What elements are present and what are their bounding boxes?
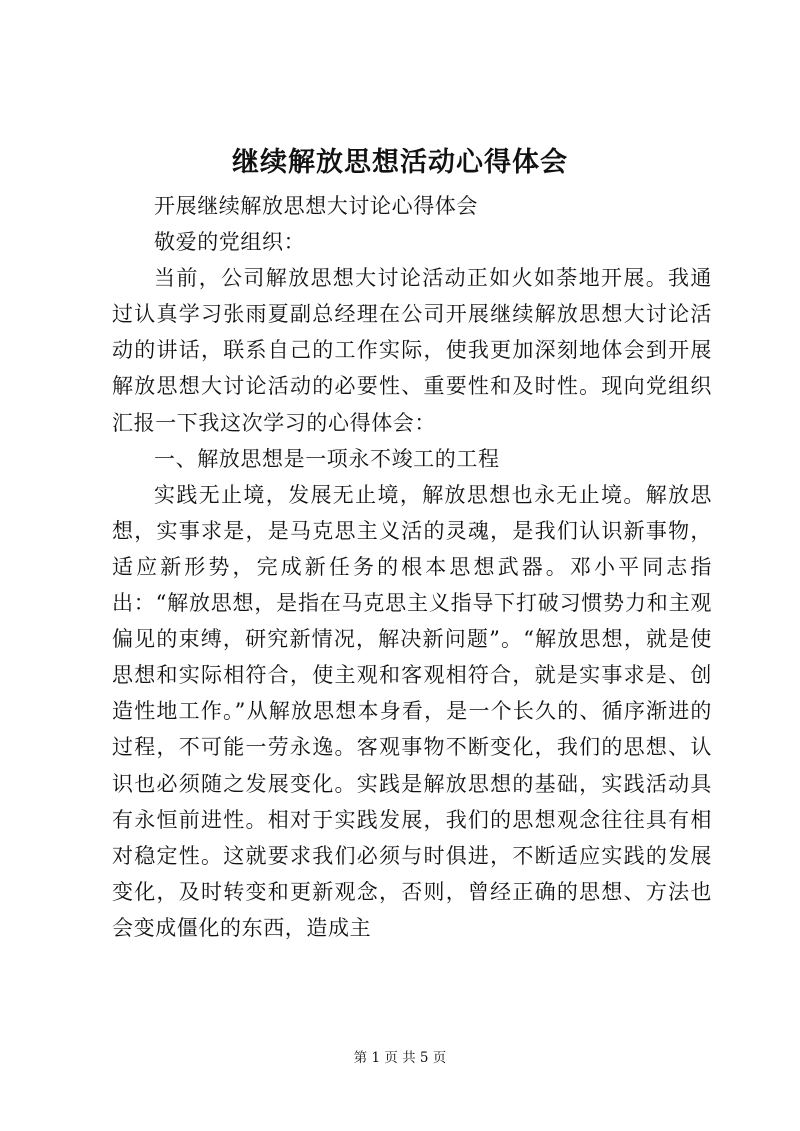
subtitle-paragraph: 开展继续解放思想大讨论心得体会	[154, 194, 478, 218]
section-paragraph: 实践无止境，发展无止境，解放思想也永无止境。解放思想，实事求是，是马克思主义活的灵魂，是我们认识新事物，适应新形势，完成新任务的根本思想武器。邓小平同志指出：“解放思想，是指在马克思主义指导下打破习惯势力和主观偏见的束缚，研究新情况，解决新问题”。“解放思想，就是使思想和实际相符合，使主观和客观相符合，就是实事求是、创造性地工作。”从解放思想本身看，是一个长久的、循序渐进的过程，不可能一劳永逸。客观事物不断变化，我们的思想、认识也必须随之发展变化。实践是解放思想的基础，实践活动具有永恒前进性。相对于实践发展，我们的思想观念往往具有相对稳定性。这就要求我们必须与时俱进，不断适应实践的发展变化，及时转变和更新观念，否则，曾经正确的思想、方法也会变成僵化的东西，造成主	[112, 482, 712, 940]
salutation-paragraph: 敬爱的党组织：	[154, 230, 306, 255]
intro-paragraph: 当前，公司解放思想大讨论活动正如火如荼地开展。我通过认真学习张雨夏副总经理在公司开展继续解放思想大讨论活动的讲话，联系自己的工作实际，使我更加深刻地体会到开展解放思想大讨论活动的必要性、重要性和及时性。现向党组织汇报一下我这次学习的心得体会：	[112, 266, 712, 435]
page-footer: 第 1 页 共 5 页	[353, 1050, 447, 1066]
document-title: 继续解放思想活动心得体会	[232, 147, 568, 178]
section-heading: 一、解放思想是一项永不竣工的工程	[154, 446, 500, 471]
document-body	[112, 188, 712, 946]
